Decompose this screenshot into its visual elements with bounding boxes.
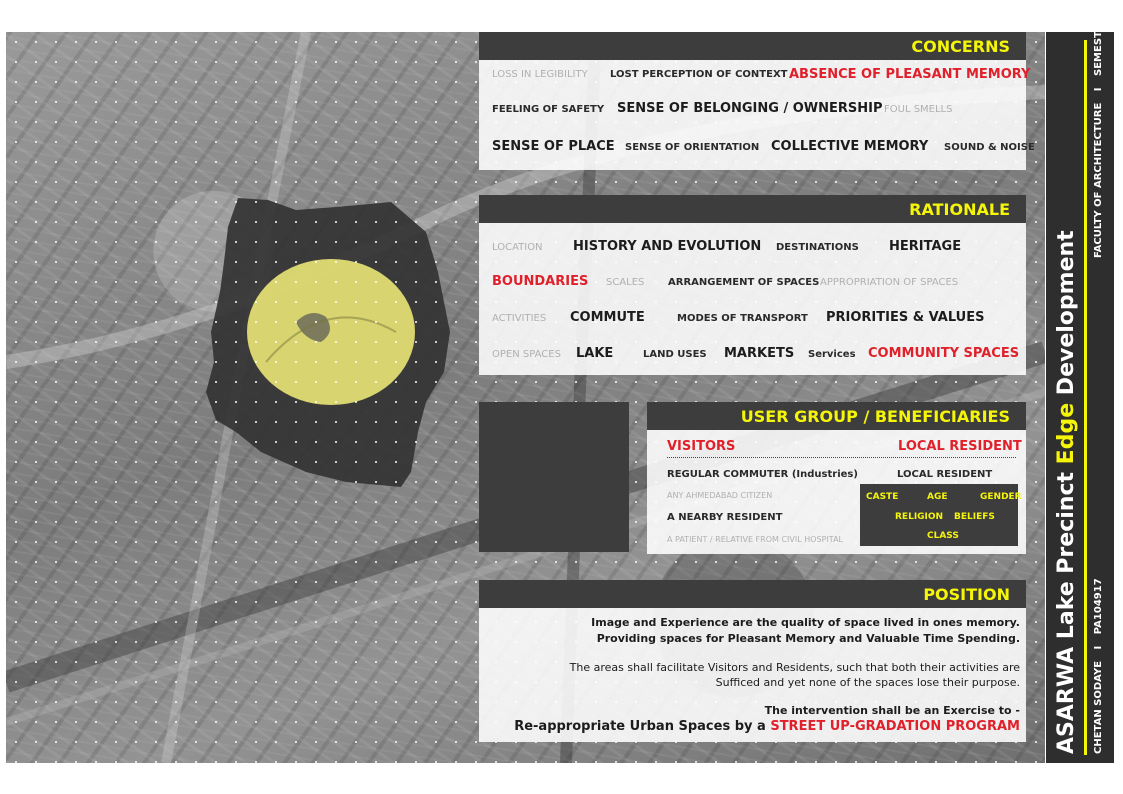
student-id: PA104917 <box>1093 578 1104 635</box>
position-line-1: Image and Experience are the quality of space lived in ones memory. <box>591 616 1020 629</box>
tag-beliefs: BELIEFS <box>954 512 995 522</box>
concern-sense-of-place: SENSE OF PLACE <box>492 139 615 154</box>
visitors-label: VISITORS <box>667 439 736 454</box>
title-development: Development <box>1054 230 1079 396</box>
rationale-header: RATIONALE <box>479 195 1026 223</box>
sidebar-yellow-rule <box>1084 40 1087 755</box>
title-lake-precinct: Lake Precinct <box>1054 471 1079 640</box>
concern-feeling-of-safety: FEELING OF SAFETY <box>492 104 605 115</box>
rationale-modes-transport: MODES OF TRANSPORT <box>677 313 808 324</box>
rationale-land-uses: LAND USES <box>643 349 707 360</box>
tag-age: AGE <box>927 492 948 502</box>
rationale-commute: COMMUTE <box>570 310 645 325</box>
position-line-6-highlight: STREET UP-GRADATION PROGRAM <box>770 719 1020 734</box>
author-info <box>1093 578 1104 754</box>
rationale-services: Services <box>808 349 856 360</box>
faculty-info <box>1093 6 1104 258</box>
position-line-2: Providing spaces for Pleasant Memory and Valuable Time Spending. <box>596 632 1020 645</box>
faculty-name: FACULTY OF ARCHITECTURE <box>1093 102 1104 258</box>
title-sidebar <box>1046 6 1114 763</box>
user-group-side-block <box>479 402 629 552</box>
rationale-scales: SCALES <box>606 277 645 288</box>
concern-lost-perception: LOST PERCEPTION OF CONTEXT <box>610 69 788 80</box>
position-line-3: The areas shall facilitate Visitors and Residents, such that both their activities are <box>569 661 1020 674</box>
rationale-activities: ACTIVITIES <box>492 313 547 324</box>
rationale-lake: LAKE <box>576 346 614 361</box>
title-edge: Edge <box>1054 402 1079 465</box>
tag-caste: CASTE <box>866 492 899 502</box>
rationale-location: LOCATION <box>492 242 543 253</box>
rationale-boundaries: BOUNDARIES <box>492 274 589 289</box>
rationale-appropriation: APPROPRIATION OF SPACES <box>820 277 959 288</box>
concern-sense-of-orientation: SENSE OF ORIENTATION <box>625 142 760 153</box>
rationale-arrangement: ARRANGEMENT OF SPACES <box>668 277 820 288</box>
concern-sense-of-belonging: SENSE OF BELONGING / OWNERSHIP <box>617 101 883 116</box>
author-separator: I <box>1093 645 1104 650</box>
visitor-ahmedabad-citizen: ANY AHMEDABAD CITIZEN <box>667 491 773 500</box>
rationale-markets: MARKETS <box>724 346 795 361</box>
rationale-community-spaces: COMMUNITY SPACES <box>868 346 1020 361</box>
semester-label: SEMESTER 1 <box>1093 6 1104 76</box>
rationale-open-spaces: OPEN SPACES <box>492 349 561 360</box>
divider-dotted <box>667 457 1016 458</box>
faculty-separator: I <box>1093 87 1104 92</box>
title-asarwa: ASARWA <box>1054 646 1079 754</box>
rationale-destinations: DESTINATIONS <box>776 242 859 253</box>
concern-sound-noise: SOUND & NOISE <box>944 142 1035 153</box>
visitor-regular-commuter: REGULAR COMMUTER (Industries) <box>667 469 858 480</box>
author-name: CHETAN SODAYE <box>1093 660 1104 754</box>
position-line-6 <box>514 719 1020 734</box>
position-line-6-prefix: Re-appropriate Urban Spaces by a <box>514 719 766 734</box>
concerns-header: CONCERNS <box>479 32 1026 60</box>
tag-class: CLASS <box>927 531 959 541</box>
concern-collective-memory: COLLECTIVE MEMORY <box>771 139 929 154</box>
position-header: POSITION <box>479 580 1026 608</box>
concern-absence-pleasant-memory: ABSENCE OF PLEASANT MEMORY <box>789 67 1031 82</box>
tag-gender: GENDER <box>980 492 1022 502</box>
project-title <box>1054 230 1079 754</box>
local-resident-label: LOCAL RESIDENT <box>898 439 1022 454</box>
concern-loss-in-legibility: LOSS IN LEGIBILITY <box>492 69 588 80</box>
user-group-header: USER GROUP / BENEFICIARIES <box>647 402 1026 430</box>
tag-religion: RELIGION <box>895 512 944 522</box>
rationale-heritage: HERITAGE <box>889 239 962 254</box>
rationale-priorities-values: PRIORITIES & VALUES <box>826 310 985 325</box>
visitor-patient-relative: A PATIENT / RELATIVE FROM CIVIL HOSPITAL <box>667 535 844 544</box>
position-line-4: Sufficed and yet none of the spaces lose their purpose. <box>715 676 1020 689</box>
position-line-5: The intervention shall be an Exercise to - <box>764 704 1020 717</box>
visitor-nearby-resident: A NEARBY RESIDENT <box>667 512 783 523</box>
local-resident-sublabel: LOCAL RESIDENT <box>897 469 993 480</box>
rationale-history-evolution: HISTORY AND EVOLUTION <box>573 239 762 254</box>
concern-foul-smells: FOUL SMELLS <box>884 104 953 115</box>
